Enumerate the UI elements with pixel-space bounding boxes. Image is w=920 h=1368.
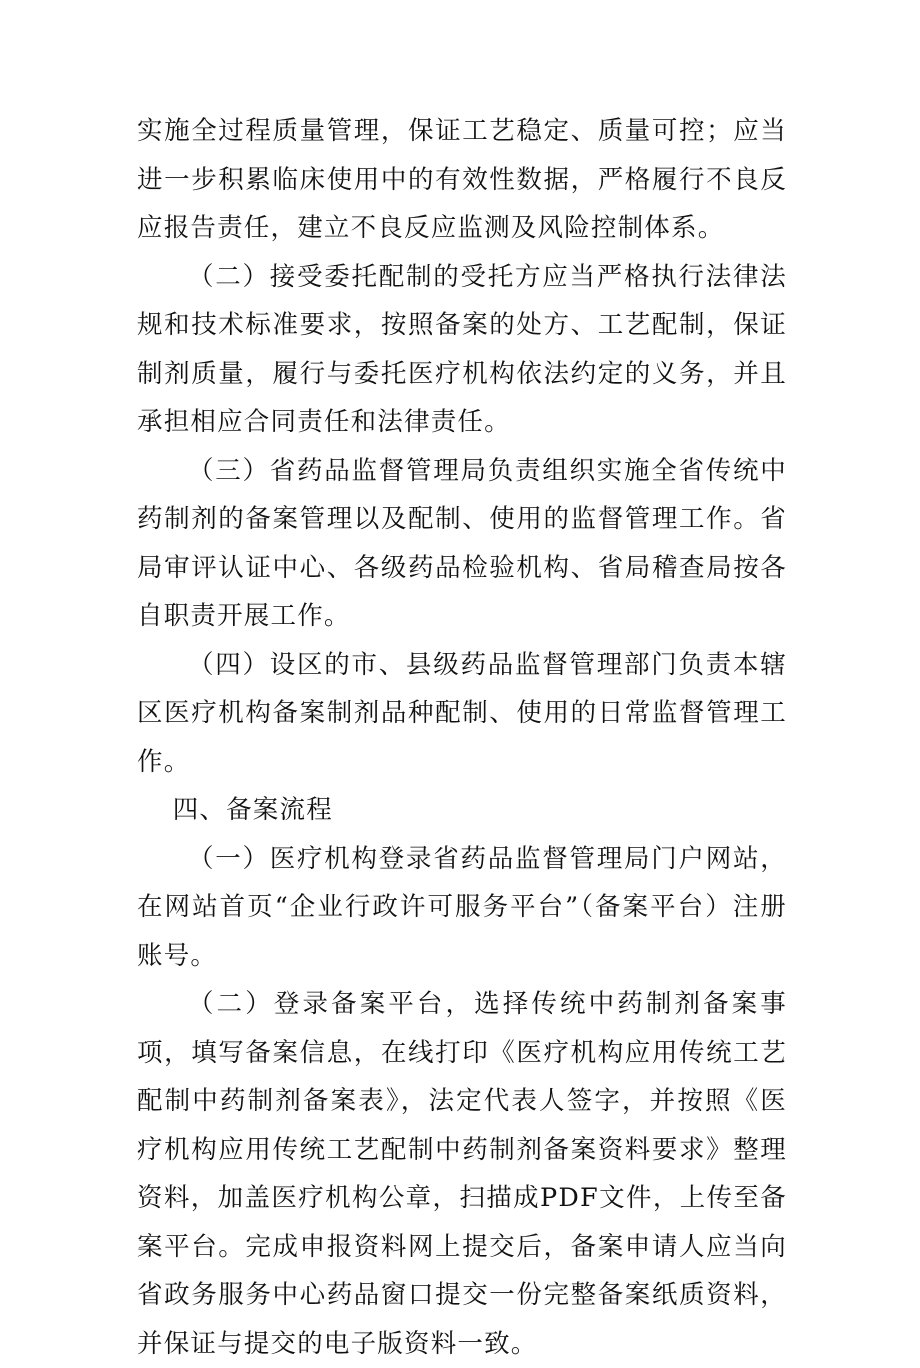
- paragraph-register-account: （一）医疗机构登录省药品监督管理局门户网站，在网站首页“企业行政许可服务平台”（备案平台）注册账号。: [137, 843, 787, 971]
- paragraph-entrusted-party: （二）接受委托配制的受托方应当严格执行法律法规和技术标准要求，按照备案的处方、工艺配制，保证制剂质量，履行与委托医疗机构依法约定的义务，并且承担相应合同责任和法律责任。: [137, 261, 787, 437]
- document-body: [137, 107, 787, 1368]
- paragraph-local-departments: （四）设区的市、县级药品监督管理部门负责本辖区医疗机构备案制剂品种配制、使用的日常监督管理工作。: [137, 649, 787, 777]
- paragraph-continuation: 实施全过程质量管理，保证工艺稳定、质量可控；应当进一步积累临床使用中的有效性数据，严格履行不良反应报告责任，建立不良反应监测及风险控制体系。: [137, 116, 787, 243]
- paragraph-provincial-bureau: （三）省药品监督管理局负责组织实施全省传统中药制剂的备案管理以及配制、使用的监督管理工作。省局审评认证中心、各级药品检验机构、省局稽查局按各自职责开展工作。: [137, 455, 787, 631]
- section-heading-filing-process: 四、备案流程: [172, 795, 333, 825]
- paragraph-submit-materials: （二）登录备案平台，选择传统中药制剂备案事项，填写备案信息，在线打印《医疗机构应用传统工艺配制中药制剂备案表》，法定代表人签字，并按照《医疗机构应用传统工艺配制中药制剂备案资料要求》整理资料，加盖医疗机构公章，扫描成PDF文件，上传至备案平台。完成申报资料网上提交后，备案申请人应当向省政务服务中心药品窗口提交一份完整备案纸质资料，并保证与提交的电子版资料一致。: [137, 989, 788, 1359]
